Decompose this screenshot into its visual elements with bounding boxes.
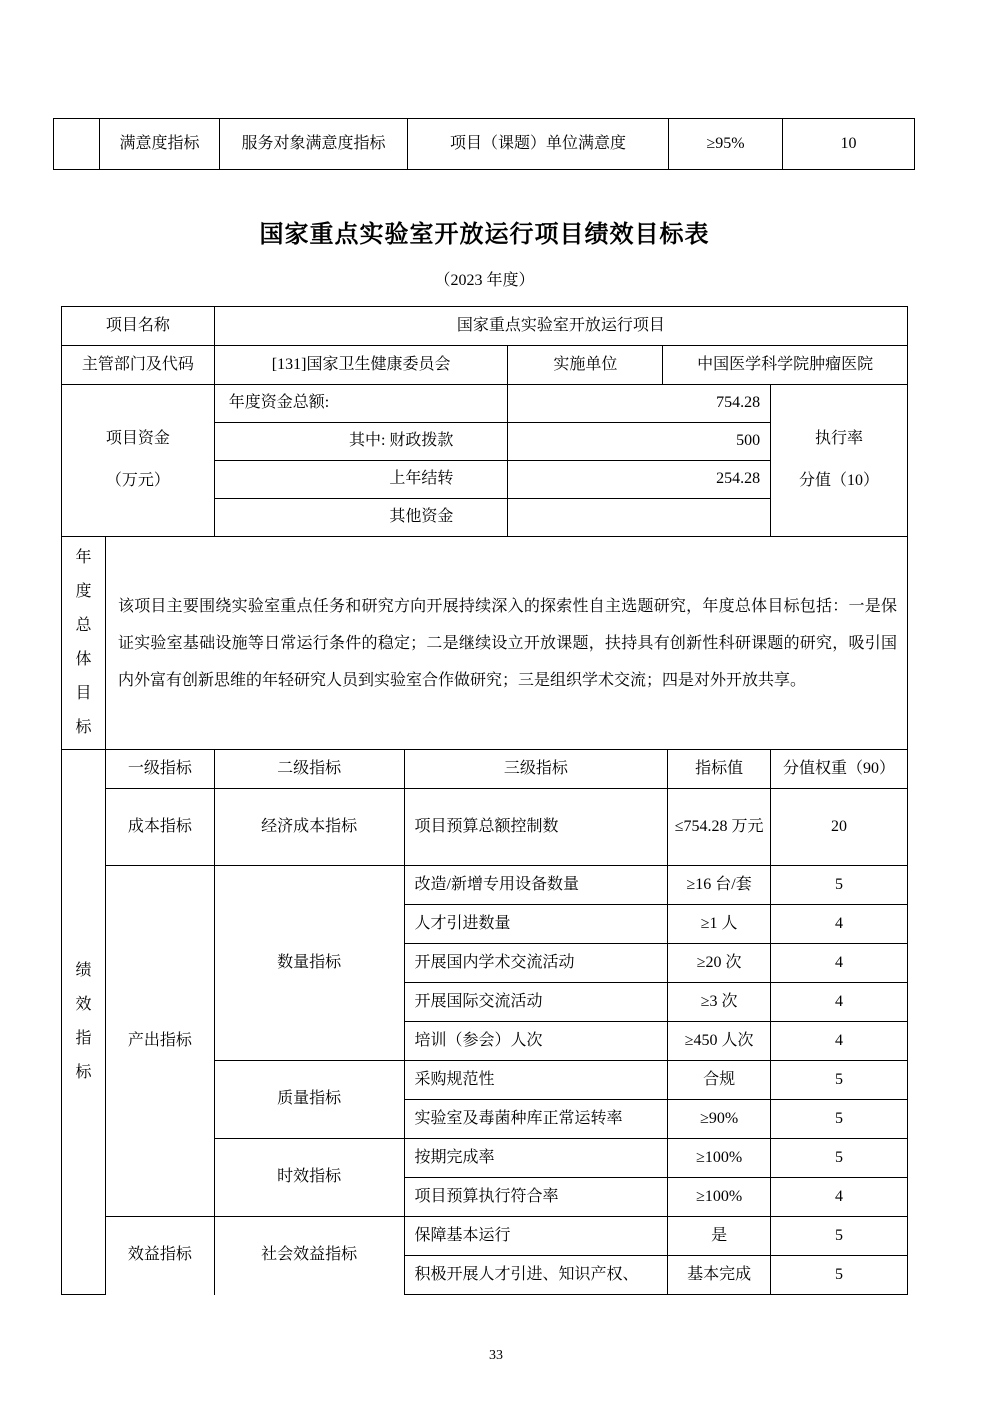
indicator-header-row: [62, 750, 908, 789]
level3-indicator-cell: 保障基本运行: [404, 1217, 668, 1256]
project-name-row: [62, 307, 908, 346]
score-cell: 4: [771, 944, 908, 983]
level3-indicator-cell: 人才引进数量: [404, 905, 668, 944]
indicator-value-cell: 合规: [668, 1061, 771, 1100]
level3-indicator-cell: 改造/新增专用设备数量: [404, 866, 668, 905]
satisfaction-indicator-table: [53, 118, 915, 170]
indicator-value-cell: ≥90%: [668, 1100, 771, 1139]
funding-row: [62, 385, 908, 423]
score-cell: 5: [771, 1139, 908, 1178]
document-title: 国家重点实验室开放运行项目绩效目标表: [259, 222, 710, 248]
level2-indicator-cell: 质量指标: [214, 1061, 404, 1139]
carryover-label: 上年结转: [214, 461, 508, 499]
score-cell: 10: [783, 119, 915, 170]
level1-cell: 满意度指标: [100, 119, 220, 170]
level1-indicator-cell: 效益指标: [105, 1217, 214, 1295]
project-name-label: 项目名称: [62, 307, 215, 346]
annual-goal-label-text: 年度总体目标: [75, 549, 92, 736]
funding-table: [61, 384, 908, 537]
page-number: 33: [489, 1348, 503, 1363]
carryover-value: 254.28: [508, 461, 771, 499]
level3-indicator-cell: 采购规范性: [404, 1061, 668, 1100]
score-cell: 4: [771, 1022, 908, 1061]
funding-label-line2: （万元）: [105, 472, 170, 490]
other-funds-value: [508, 499, 771, 537]
col-header-value: 指标值: [668, 750, 771, 789]
perf-section-label: [62, 750, 106, 1295]
funding-label: [62, 385, 215, 537]
level2-indicator-cell: 时效指标: [214, 1139, 404, 1217]
indicator-value-cell: ≥450 人次: [668, 1022, 771, 1061]
indicator-value-cell: ≥3 次: [668, 983, 771, 1022]
level1-indicator-cell: 成本指标: [105, 789, 214, 866]
project-name-value: 国家重点实验室开放运行项目: [214, 307, 907, 346]
indicator-value-cell: 基本完成: [668, 1256, 771, 1295]
level3-cell: 项目（课题）单位满意度: [408, 119, 669, 170]
score-cell: 5: [771, 1100, 908, 1139]
level2-indicator-cell: 社会效益指标: [214, 1217, 404, 1295]
funding-total-value: 754.28: [508, 385, 771, 423]
indicator-value-cell: ≤754.28 万元: [668, 789, 771, 866]
document-content: [61, 214, 908, 1295]
perf-section-label-text: 绩效指标: [75, 962, 92, 1081]
other-funds-label: 其他资金: [214, 499, 508, 537]
score-cell: 4: [771, 1178, 908, 1217]
level3-indicator-cell: 项目预算执行符合率: [404, 1178, 668, 1217]
level3-indicator-cell: 培训（参会）人次: [404, 1022, 668, 1061]
indicator-value-cell: ≥100%: [668, 1178, 771, 1217]
dept-code-label: 主管部门及代码: [62, 346, 215, 385]
satisfaction-table-wrap: [53, 0, 992, 170]
indicator-row: [62, 866, 908, 905]
impl-unit-label: 实施单位: [508, 346, 663, 385]
score-cell: 5: [771, 1256, 908, 1295]
empty-cell: [54, 119, 100, 170]
indicator-value-cell: ≥20 次: [668, 944, 771, 983]
indicator-value-cell: ≥16 台/套: [668, 866, 771, 905]
indicator-value-cell: ≥100%: [668, 1139, 771, 1178]
annual-goal-row: [62, 537, 908, 750]
score-cell: 4: [771, 983, 908, 1022]
annual-goal-table: [61, 536, 908, 750]
project-info-table: [61, 306, 908, 385]
level2-cell: 服务对象满意度指标: [220, 119, 408, 170]
score-cell: 4: [771, 905, 908, 944]
col-header-score: 分值权重（90）: [771, 750, 908, 789]
score-cell: 5: [771, 866, 908, 905]
level3-indicator-cell: 实验室及毒菌种库正常运转率: [404, 1100, 668, 1139]
impl-unit-value: 中国医学科学院肿瘤医院: [663, 346, 908, 385]
level2-indicator-cell: 经济成本指标: [214, 789, 404, 866]
dept-row: [62, 346, 908, 385]
score-cell: 20: [771, 789, 908, 866]
col-header-level2: 二级指标: [214, 750, 404, 789]
indicator-table: [61, 749, 908, 1295]
col-header-level1: 一级指标: [105, 750, 214, 789]
col-header-level3: 三级指标: [404, 750, 668, 789]
target-value-cell: ≥95%: [669, 119, 783, 170]
performance-target-table: [61, 306, 908, 1295]
level2-indicator-cell: 数量指标: [214, 866, 404, 1061]
level3-indicator-cell: 项目预算总额控制数: [404, 789, 668, 866]
fiscal-allocation-value: 500: [508, 423, 771, 461]
level3-indicator-cell: 开展国际交流活动: [404, 983, 668, 1022]
indicator-row: [62, 789, 908, 866]
score-cell: 5: [771, 1061, 908, 1100]
level3-indicator-cell: 积极开展人才引进、知识产权、: [404, 1256, 668, 1295]
level3-indicator-cell: 开展国内学术交流活动: [404, 944, 668, 983]
indicator-value-cell: ≥1 人: [668, 905, 771, 944]
satisfaction-row: [54, 119, 915, 170]
execution-rate-line2: 分值（10）: [799, 472, 880, 490]
funding-label-line1: 项目资金: [105, 430, 170, 448]
execution-rate-label: [771, 385, 908, 537]
indicator-row: [62, 1217, 908, 1256]
annual-goal-text: 该项目主要围绕实验室重点任务和研究方向开展持续深入的探索性自主选题研究，年度总体目标包括：一是保证实验室基础设施等日常运行条件的稳定；二是继续设立开放课题，扶持具有创新性科研课题的研究，吸引国内外富有创新思维的年轻研究人员到实验室合作做研究；三是组织学术交流；四是对外开放共享。: [105, 537, 907, 750]
score-cell: 5: [771, 1217, 908, 1256]
level1-indicator-cell: 产出指标: [105, 866, 214, 1217]
fiscal-allocation-label: 其中: 财政拨款: [214, 423, 508, 461]
execution-rate-line1: 执行率: [815, 430, 864, 448]
annual-goal-label: [62, 537, 106, 750]
funding-total-label: 年度资金总额:: [214, 385, 508, 423]
dept-code-value: [131]国家卫生健康委员会: [214, 346, 508, 385]
indicator-value-cell: 是: [668, 1217, 771, 1256]
document-subtitle: （2023 年度）: [434, 272, 535, 289]
level3-indicator-cell: 按期完成率: [404, 1139, 668, 1178]
